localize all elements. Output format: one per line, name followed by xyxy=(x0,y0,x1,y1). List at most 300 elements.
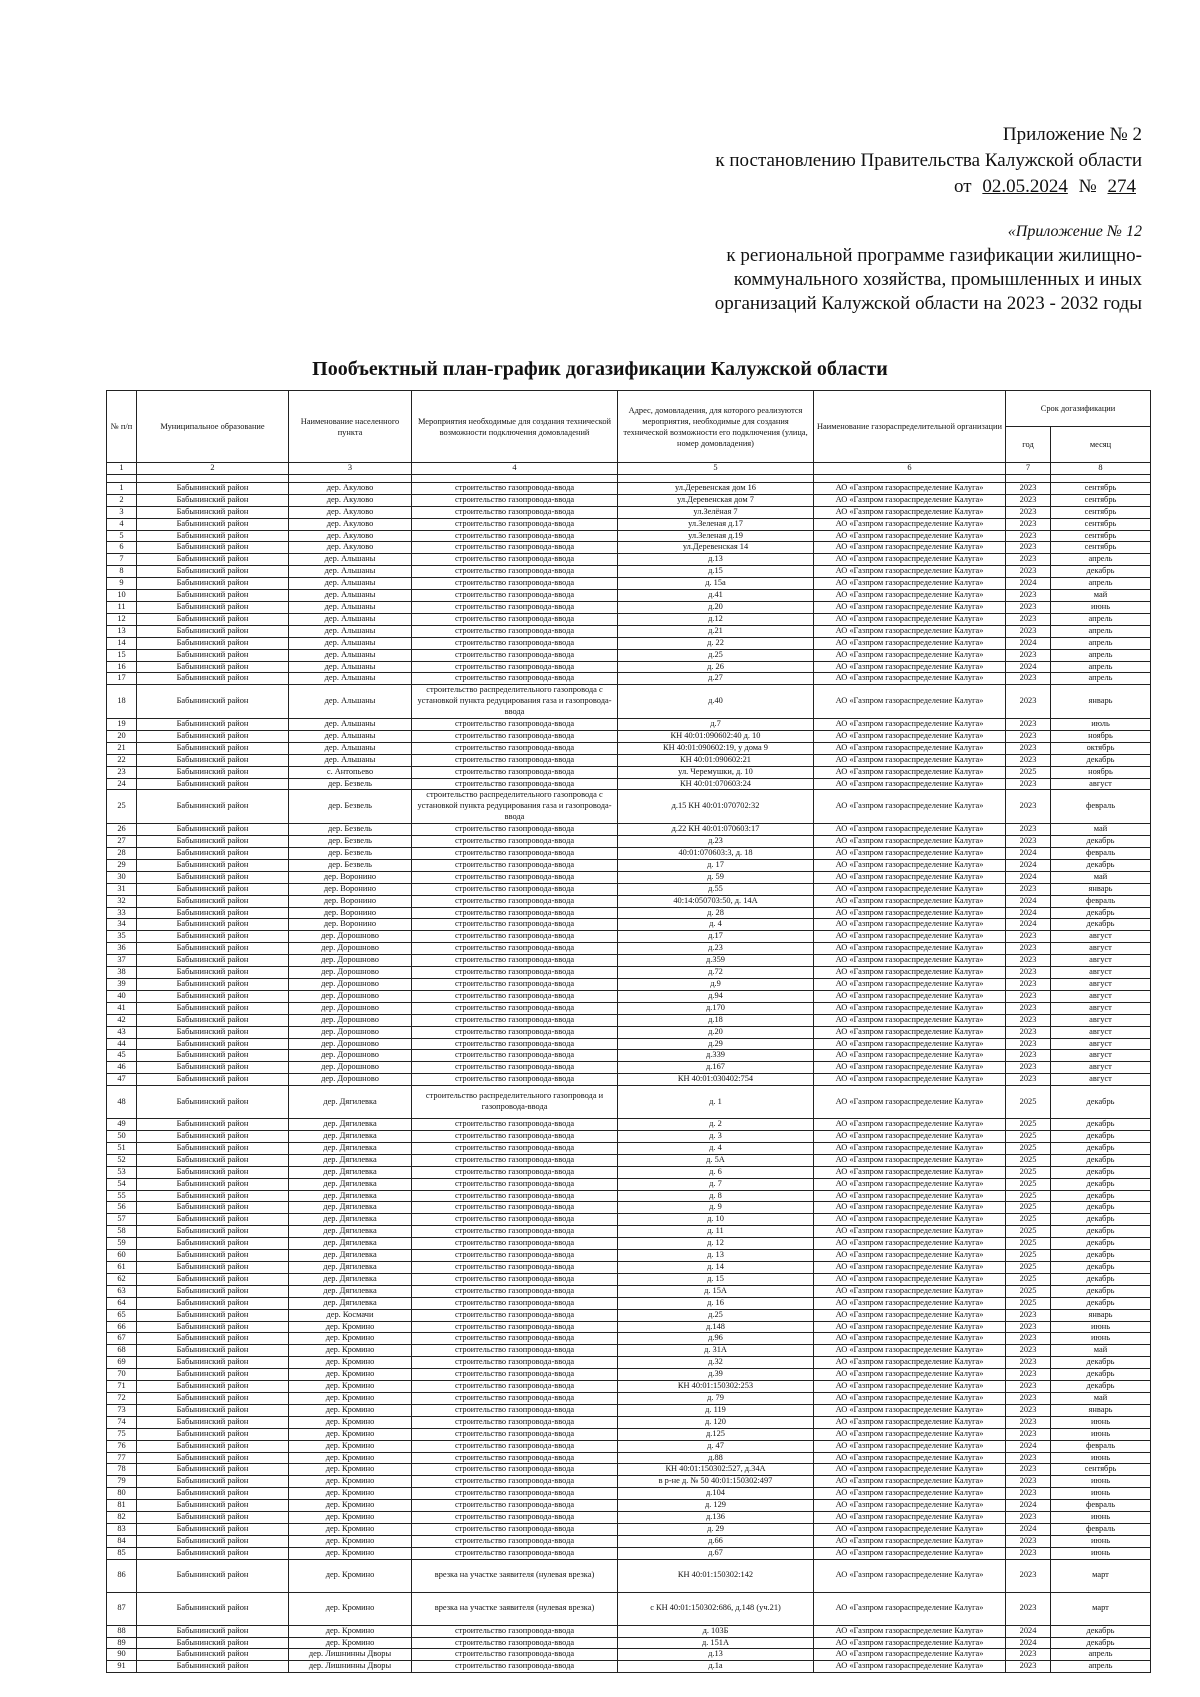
cell-gdo: АО «Газпром газораспределение Калуга» xyxy=(814,859,1006,871)
cell-settlement: дер. Альшаны xyxy=(289,730,412,742)
cell-year: 2025 xyxy=(1006,1142,1051,1154)
table-row xyxy=(107,530,1151,542)
cell-settlement: дер. Воронино xyxy=(289,895,412,907)
cell-address: д.13 xyxy=(618,1649,814,1661)
cell-address: ул.Деревенская 14 xyxy=(618,542,814,554)
cell-address: 40:14:050703:50, д. 14А xyxy=(618,895,814,907)
cell-address: д. 12 xyxy=(618,1238,814,1250)
cell-gdo: АО «Газпром газораспределение Калуга» xyxy=(814,978,1006,990)
cell-num: 12 xyxy=(107,613,137,625)
table-row xyxy=(107,1416,1151,1428)
cell-num: 14 xyxy=(107,637,137,649)
cell-settlement: дер. Альшаны xyxy=(289,566,412,578)
cell-settlement: дер. Альшаны xyxy=(289,754,412,766)
cell-month: май xyxy=(1051,871,1151,883)
cell-measures: строительство газопровода-ввода xyxy=(412,871,618,883)
cell-measures: строительство газопровода-ввода xyxy=(412,1014,618,1026)
cell-year: 2024 xyxy=(1006,859,1051,871)
cell-municipality: Бабынинский район xyxy=(137,1404,289,1416)
cell-num: 39 xyxy=(107,978,137,990)
cell-address: д.170 xyxy=(618,1002,814,1014)
cell-year: 2023 xyxy=(1006,1488,1051,1500)
cell-year: 2023 xyxy=(1006,613,1051,625)
cell-municipality: Бабынинский район xyxy=(137,494,289,506)
cell-municipality: Бабынинский район xyxy=(137,1202,289,1214)
cell-address: д. 28 xyxy=(618,907,814,919)
cell-gdo: АО «Газпром газораспределение Калуга» xyxy=(814,1014,1006,1026)
appendix-block xyxy=(715,122,1142,200)
table-row xyxy=(107,482,1151,494)
table-row xyxy=(107,1297,1151,1309)
cell-year: 2023 xyxy=(1006,754,1051,766)
cell-address: д.23 xyxy=(618,943,814,955)
cell-month: декабрь xyxy=(1051,1154,1151,1166)
cell-num: 42 xyxy=(107,1014,137,1026)
appendix-resolution: к постановлению Правительства Калужской области xyxy=(715,150,1142,171)
cell-address: д. 22 xyxy=(618,637,814,649)
cell-municipality: Бабынинский район xyxy=(137,742,289,754)
cell-measures: строительство газопровода-ввода xyxy=(412,1285,618,1297)
cell-month: сентябрь xyxy=(1051,482,1151,494)
table-row xyxy=(107,566,1151,578)
table-row xyxy=(107,494,1151,506)
cell-municipality: Бабынинский район xyxy=(137,1119,289,1131)
cell-measures: строительство газопровода-ввода xyxy=(412,590,618,602)
cell-num: 24 xyxy=(107,778,137,790)
cell-num: 21 xyxy=(107,742,137,754)
cell-measures: строительство газопровода-ввода xyxy=(412,661,618,673)
cell-gdo: АО «Газпром газораспределение Калуга» xyxy=(814,1649,1006,1661)
cell-address: д. 4 xyxy=(618,1142,814,1154)
cell-num: 64 xyxy=(107,1297,137,1309)
cell-measures: строительство газопровода-ввода xyxy=(412,1547,618,1559)
cell-municipality: Бабынинский район xyxy=(137,1440,289,1452)
cell-measures: строительство газопровода-ввода xyxy=(412,482,618,494)
cell-year: 2023 xyxy=(1006,1038,1051,1050)
cell-num: 74 xyxy=(107,1416,137,1428)
cell-num: 89 xyxy=(107,1637,137,1649)
cell-num: 46 xyxy=(107,1062,137,1074)
cell-measures: строительство газопровода-ввода xyxy=(412,848,618,860)
cell-year: 2023 xyxy=(1006,1074,1051,1086)
cell-month: июнь xyxy=(1051,1547,1151,1559)
cell-address: 40:01:070603:3, д. 18 xyxy=(618,848,814,860)
cell-month: сентябрь xyxy=(1051,494,1151,506)
cell-year: 2023 xyxy=(1006,1404,1051,1416)
table-row xyxy=(107,1369,1151,1381)
cell-num: 9 xyxy=(107,578,137,590)
cell-year: 2023 xyxy=(1006,494,1051,506)
cell-num: 73 xyxy=(107,1404,137,1416)
cell-num: 44 xyxy=(107,1038,137,1050)
cell-year: 2024 xyxy=(1006,637,1051,649)
cell-month: апрель xyxy=(1051,1649,1151,1661)
cell-address: д. 13 xyxy=(618,1250,814,1262)
cell-month: апрель xyxy=(1051,673,1151,685)
cell-municipality: Бабынинский район xyxy=(137,1381,289,1393)
cell-address: с КН 40:01:150302:686, д.148 (уч.21) xyxy=(618,1592,814,1625)
cell-measures: строительство газопровода-ввода xyxy=(412,601,618,613)
cell-num: 33 xyxy=(107,907,137,919)
cell-municipality: Бабынинский район xyxy=(137,1357,289,1369)
cell-address: КН 40:01:150302:142 xyxy=(618,1559,814,1592)
table-row xyxy=(107,859,1151,871)
table-row xyxy=(107,685,1151,719)
cell-num: 17 xyxy=(107,673,137,685)
cell-num: 20 xyxy=(107,730,137,742)
cell-year: 2025 xyxy=(1006,1238,1051,1250)
cell-measures: строительство газопровода-ввода xyxy=(412,1026,618,1038)
cell-measures: строительство распределительного газопровода с установкой пункта редуцирования газа и газопровода-ввода xyxy=(412,685,618,719)
program-ref: «Приложение № 12 xyxy=(1007,223,1142,240)
cell-measures: строительство газопровода-ввода xyxy=(412,1440,618,1452)
cell-year: 2023 xyxy=(1006,685,1051,719)
table-row xyxy=(107,790,1151,824)
cell-address: ул.Деревенская дом 7 xyxy=(618,494,814,506)
cell-municipality: Бабынинский район xyxy=(137,637,289,649)
cell-year: 2023 xyxy=(1006,1547,1051,1559)
cell-settlement: дер. Дорошново xyxy=(289,967,412,979)
cell-measures: строительство газопровода-ввода xyxy=(412,1649,618,1661)
cell-settlement: дер. Безвель xyxy=(289,824,412,836)
table-row xyxy=(107,1357,1151,1369)
cell-year: 2023 xyxy=(1006,530,1051,542)
table-row xyxy=(107,613,1151,625)
cell-gdo: АО «Газпром газораспределение Калуга» xyxy=(814,1250,1006,1262)
cell-gdo: АО «Газпром газораспределение Калуга» xyxy=(814,1500,1006,1512)
cell-year: 2025 xyxy=(1006,1119,1051,1131)
cell-gdo: АО «Газпром газораспределение Калуга» xyxy=(814,1026,1006,1038)
cell-year: 2023 xyxy=(1006,967,1051,979)
table-row xyxy=(107,1250,1151,1262)
cell-year: 2023 xyxy=(1006,1592,1051,1625)
cell-gdo: АО «Газпром газораспределение Калуга» xyxy=(814,1226,1006,1238)
table-row xyxy=(107,1026,1151,1038)
cell-num: 32 xyxy=(107,895,137,907)
cell-gdo: АО «Газпром газораспределение Калуга» xyxy=(814,566,1006,578)
cell-municipality: Бабынинский район xyxy=(137,1154,289,1166)
cell-num: 87 xyxy=(107,1592,137,1625)
cell-settlement: дер. Альшаны xyxy=(289,554,412,566)
cell-settlement: дер. Космачи xyxy=(289,1309,412,1321)
cell-gdo: АО «Газпром газораспределение Калуга» xyxy=(814,754,1006,766)
cell-year: 2023 xyxy=(1006,883,1051,895)
cell-year: 2023 xyxy=(1006,1452,1051,1464)
cell-address: д. 2 xyxy=(618,1119,814,1131)
cell-address: д. 103Б xyxy=(618,1625,814,1637)
cell-month: август xyxy=(1051,943,1151,955)
cell-municipality: Бабынинский район xyxy=(137,1190,289,1202)
table-row xyxy=(107,673,1151,685)
cell-municipality: Бабынинский район xyxy=(137,1547,289,1559)
cell-year: 2023 xyxy=(1006,978,1051,990)
cell-measures: строительство газопровода-ввода xyxy=(412,1002,618,1014)
table-row xyxy=(107,1404,1151,1416)
cell-settlement: дер. Кромино xyxy=(289,1559,412,1592)
cell-year: 2023 xyxy=(1006,1392,1051,1404)
table-row xyxy=(107,518,1151,530)
cell-gdo: АО «Газпром газораспределение Калуга» xyxy=(814,637,1006,649)
cell-num: 80 xyxy=(107,1488,137,1500)
table-row xyxy=(107,1309,1151,1321)
cell-address: д. 79 xyxy=(618,1392,814,1404)
cell-month: июль xyxy=(1051,719,1151,731)
cell-year: 2023 xyxy=(1006,1050,1051,1062)
table-row xyxy=(107,1062,1151,1074)
cell-municipality: Бабынинский район xyxy=(137,613,289,625)
cell-year: 2023 xyxy=(1006,1381,1051,1393)
cell-municipality: Бабынинский район xyxy=(137,590,289,602)
cell-month: август xyxy=(1051,1038,1151,1050)
cell-gdo: АО «Газпром газораспределение Калуга» xyxy=(814,990,1006,1002)
cell-address: д.136 xyxy=(618,1512,814,1524)
cell-year: 2025 xyxy=(1006,1086,1051,1119)
cell-address: д.27 xyxy=(618,673,814,685)
cell-year: 2023 xyxy=(1006,1369,1051,1381)
cell-gdo: АО «Газпром газораспределение Калуга» xyxy=(814,1345,1006,1357)
cell-measures: строительство газопровода-ввода xyxy=(412,1074,618,1086)
cell-gdo: АО «Газпром газораспределение Калуга» xyxy=(814,1452,1006,1464)
table-row xyxy=(107,1119,1151,1131)
cell-municipality: Бабынинский район xyxy=(137,943,289,955)
cell-address: д.12 xyxy=(618,613,814,625)
cell-settlement: дер. Дорошново xyxy=(289,1062,412,1074)
cell-measures: строительство газопровода-ввода xyxy=(412,578,618,590)
cell-gdo: АО «Газпром газораспределение Калуга» xyxy=(814,943,1006,955)
cell-settlement: дер. Кромино xyxy=(289,1333,412,1345)
cell-settlement: дер. Лишнинны Дворы xyxy=(289,1649,412,1661)
cell-measures: строительство газопровода-ввода xyxy=(412,943,618,955)
cell-gdo: АО «Газпром газораспределение Калуга» xyxy=(814,494,1006,506)
cell-num: 51 xyxy=(107,1142,137,1154)
cell-address: д.23 xyxy=(618,836,814,848)
cell-month: август xyxy=(1051,990,1151,1002)
cell-measures: строительство газопровода-ввода xyxy=(412,1190,618,1202)
cell-year: 2023 xyxy=(1006,790,1051,824)
header-address: Адрес, домовладения, для которого реализуются мероприятия, необходимые для создания технической возможности его подключения (улица, номер домовладения) xyxy=(618,391,814,463)
cell-municipality: Бабынинский район xyxy=(137,1637,289,1649)
cell-municipality: Бабынинский район xyxy=(137,1649,289,1661)
cell-year: 2023 xyxy=(1006,1026,1051,1038)
table-row xyxy=(107,554,1151,566)
cell-year: 2023 xyxy=(1006,1559,1051,1592)
cell-municipality: Бабынинский район xyxy=(137,871,289,883)
cell-num: 25 xyxy=(107,790,137,824)
cell-year: 2025 xyxy=(1006,1214,1051,1226)
cell-num: 45 xyxy=(107,1050,137,1062)
cell-year: 2024 xyxy=(1006,1637,1051,1649)
cell-year: 2023 xyxy=(1006,554,1051,566)
cell-num: 3 xyxy=(107,506,137,518)
cell-municipality: Бабынинский район xyxy=(137,1661,289,1673)
cell-month: апрель xyxy=(1051,578,1151,590)
cell-gdo: АО «Газпром газораспределение Калуга» xyxy=(814,1512,1006,1524)
cell-municipality: Бабынинский район xyxy=(137,578,289,590)
cell-gdo: АО «Газпром газораспределение Калуга» xyxy=(814,1297,1006,1309)
cell-month: декабрь xyxy=(1051,754,1151,766)
table-row xyxy=(107,1547,1151,1559)
cell-address: д. 31А xyxy=(618,1345,814,1357)
program-line-3: организаций Калужской области на 2023 - 2032 годы xyxy=(714,293,1142,314)
number-sign: № xyxy=(1078,176,1097,197)
cell-num: 29 xyxy=(107,859,137,871)
cell-measures: строительство газопровода-ввода xyxy=(412,1488,618,1500)
cell-measures: строительство газопровода-ввода xyxy=(412,494,618,506)
cell-num: 1 xyxy=(107,482,137,494)
cell-settlement: дер. Кромино xyxy=(289,1547,412,1559)
cell-municipality: Бабынинский район xyxy=(137,1166,289,1178)
cell-month: апрель xyxy=(1051,649,1151,661)
cell-address: д.359 xyxy=(618,955,814,967)
cell-year: 2024 xyxy=(1006,1500,1051,1512)
cell-month: апрель xyxy=(1051,1661,1151,1673)
cell-municipality: Бабынинский район xyxy=(137,1038,289,1050)
cell-measures: строительство газопровода-ввода xyxy=(412,1238,618,1250)
table-row xyxy=(107,1142,1151,1154)
table-row xyxy=(107,1202,1151,1214)
cell-year: 2025 xyxy=(1006,1190,1051,1202)
cell-month: январь xyxy=(1051,1309,1151,1321)
cell-month: июнь xyxy=(1051,1535,1151,1547)
cell-settlement: дер. Кромино xyxy=(289,1476,412,1488)
cell-measures: строительство газопровода-ввода xyxy=(412,1369,618,1381)
cell-address: д.104 xyxy=(618,1488,814,1500)
cell-settlement: дер. Безвель xyxy=(289,848,412,860)
cell-address: д.41 xyxy=(618,590,814,602)
cell-settlement: дер. Дорошново xyxy=(289,1014,412,1026)
cell-settlement: дер. Кромино xyxy=(289,1321,412,1333)
cell-settlement: дер. Кромино xyxy=(289,1404,412,1416)
cell-month: февраль xyxy=(1051,1500,1151,1512)
cell-year: 2023 xyxy=(1006,1428,1051,1440)
table-row xyxy=(107,1226,1151,1238)
cell-month: февраль xyxy=(1051,848,1151,860)
cell-municipality: Бабынинский район xyxy=(137,1014,289,1026)
cell-municipality: Бабынинский район xyxy=(137,1500,289,1512)
cell-municipality: Бабынинский район xyxy=(137,1142,289,1154)
cell-municipality: Бабынинский район xyxy=(137,1488,289,1500)
cell-measures: строительство газопровода-ввода xyxy=(412,967,618,979)
cell-measures: строительство газопровода-ввода xyxy=(412,1178,618,1190)
cell-month: январь xyxy=(1051,1404,1151,1416)
cell-measures: строительство газопровода-ввода xyxy=(412,1404,618,1416)
cell-num: 86 xyxy=(107,1559,137,1592)
cell-num: 55 xyxy=(107,1190,137,1202)
cell-num: 68 xyxy=(107,1345,137,1357)
cell-month: декабрь xyxy=(1051,1226,1151,1238)
cell-month: июнь xyxy=(1051,1333,1151,1345)
cell-municipality: Бабынинский район xyxy=(137,907,289,919)
cell-num: 34 xyxy=(107,919,137,931)
col-number: 6 xyxy=(814,463,1006,475)
cell-address: д. 8 xyxy=(618,1190,814,1202)
cell-measures: строительство газопровода-ввода xyxy=(412,1262,618,1274)
cell-year: 2023 xyxy=(1006,1309,1051,1321)
table-row xyxy=(107,778,1151,790)
cell-municipality: Бабынинский район xyxy=(137,542,289,554)
cell-address: д. 14 xyxy=(618,1262,814,1274)
cell-month: сентябрь xyxy=(1051,1464,1151,1476)
cell-municipality: Бабынинский район xyxy=(137,1592,289,1625)
column-numbers-row xyxy=(107,463,1151,475)
cell-gdo: АО «Газпром газораспределение Калуга» xyxy=(814,1038,1006,1050)
header-measures: Мероприятия необходимые для создания технической возможности подключения домовладений xyxy=(412,391,618,463)
table-row xyxy=(107,1038,1151,1050)
spacer-row xyxy=(107,474,1151,482)
cell-measures: строительство газопровода-ввода xyxy=(412,1038,618,1050)
table-row xyxy=(107,1488,1151,1500)
cell-settlement: дер. Дягилевка xyxy=(289,1166,412,1178)
cell-num: 35 xyxy=(107,931,137,943)
cell-year: 2023 xyxy=(1006,836,1051,848)
cell-address: д. 29 xyxy=(618,1523,814,1535)
cell-num: 59 xyxy=(107,1238,137,1250)
cell-gdo: АО «Газпром газораспределение Калуга» xyxy=(814,482,1006,494)
cell-year: 2023 xyxy=(1006,719,1051,731)
cell-measures: строительство газопровода-ввода xyxy=(412,530,618,542)
cell-month: декабрь xyxy=(1051,1202,1151,1214)
cell-measures: строительство газопровода-ввода xyxy=(412,1512,618,1524)
cell-measures: строительство газопровода-ввода xyxy=(412,778,618,790)
cell-num: 40 xyxy=(107,990,137,1002)
cell-settlement: дер. Акулово xyxy=(289,518,412,530)
cell-settlement: дер. Кромино xyxy=(289,1345,412,1357)
cell-address: д.21 xyxy=(618,625,814,637)
cell-month: январь xyxy=(1051,883,1151,895)
cell-municipality: Бабынинский район xyxy=(137,1416,289,1428)
cell-num: 48 xyxy=(107,1086,137,1119)
cell-address: КН 40:01:090602:40 д. 10 xyxy=(618,730,814,742)
cell-municipality: Бабынинский район xyxy=(137,1625,289,1637)
cell-num: 54 xyxy=(107,1178,137,1190)
table-row xyxy=(107,1131,1151,1143)
cell-gdo: АО «Газпром газораспределение Калуга» xyxy=(814,1404,1006,1416)
cell-month: июнь xyxy=(1051,1452,1151,1464)
cell-gdo: АО «Газпром газораспределение Калуга» xyxy=(814,907,1006,919)
col-number: 2 xyxy=(137,463,289,475)
cell-gdo: АО «Газпром газораспределение Калуга» xyxy=(814,1074,1006,1086)
cell-year: 2023 xyxy=(1006,1464,1051,1476)
cell-month: апрель xyxy=(1051,613,1151,625)
cell-num: 61 xyxy=(107,1262,137,1274)
cell-municipality: Бабынинский район xyxy=(137,719,289,731)
cell-year: 2024 xyxy=(1006,1440,1051,1452)
cell-measures: врезка на участке заявителя (нулевая врезка) xyxy=(412,1559,618,1592)
cell-year: 2023 xyxy=(1006,601,1051,613)
cell-month: май xyxy=(1051,1345,1151,1357)
header-year: год xyxy=(1006,427,1051,463)
page-title: Пообъектный план-график догазификации Калужской области xyxy=(312,358,888,380)
cell-measures: строительство газопровода-ввода xyxy=(412,554,618,566)
cell-settlement: дер. Альшаны xyxy=(289,637,412,649)
table-row xyxy=(107,1238,1151,1250)
cell-month: август xyxy=(1051,931,1151,943)
cell-gdo: АО «Газпром газораспределение Калуга» xyxy=(814,1062,1006,1074)
cell-settlement: дер. Кромино xyxy=(289,1500,412,1512)
cell-municipality: Бабынинский район xyxy=(137,1512,289,1524)
cell-month: февраль xyxy=(1051,1440,1151,1452)
cell-gdo: АО «Газпром газораспределение Калуга» xyxy=(814,1166,1006,1178)
cell-year: 2025 xyxy=(1006,1273,1051,1285)
cell-year: 2024 xyxy=(1006,871,1051,883)
cell-num: 57 xyxy=(107,1214,137,1226)
cell-month: апрель xyxy=(1051,625,1151,637)
cell-measures: строительство распределительного газопровода с установкой пункта редуцирования газа и газопровода-ввода xyxy=(412,790,618,824)
cell-month: май xyxy=(1051,1392,1151,1404)
cell-address: д.40 xyxy=(618,685,814,719)
table-row xyxy=(107,1333,1151,1345)
cell-gdo: АО «Газпром газораспределение Калуга» xyxy=(814,506,1006,518)
